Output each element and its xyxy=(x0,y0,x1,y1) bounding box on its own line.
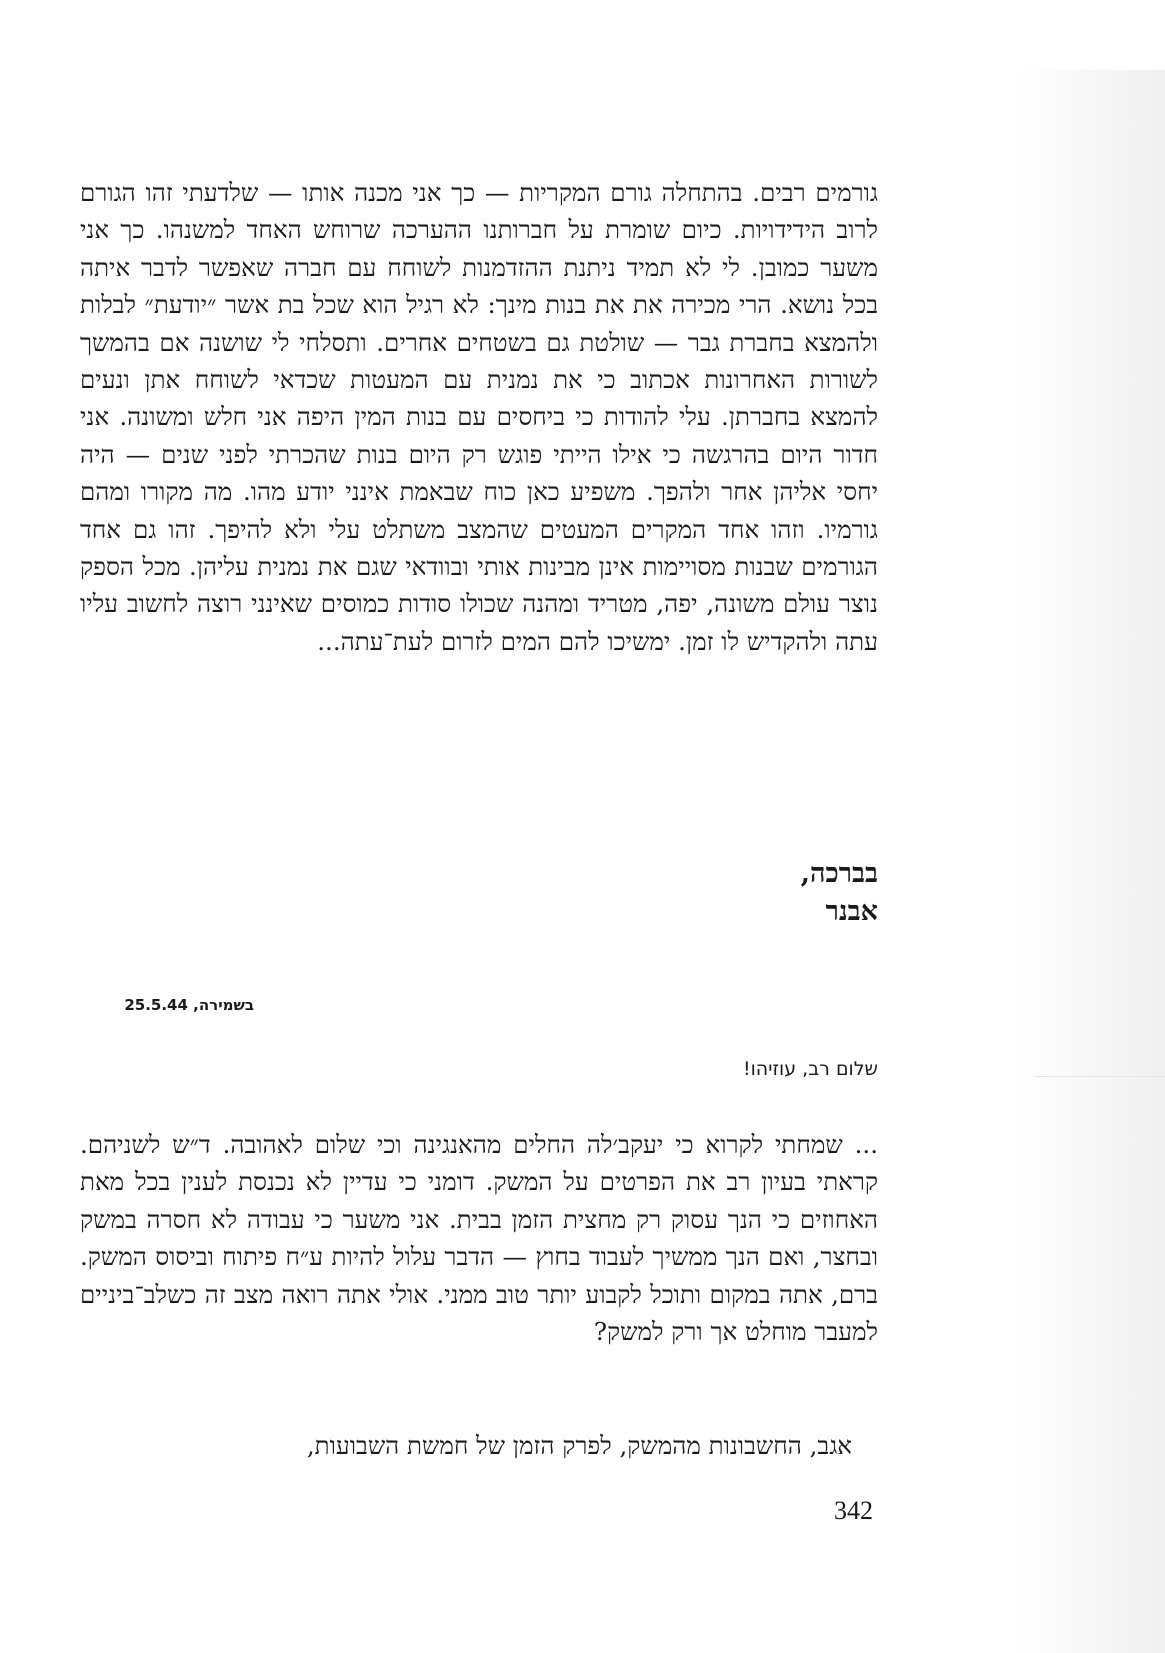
letter-1-closing xyxy=(801,855,878,931)
letter-2-body xyxy=(80,1126,878,1350)
letter-1-body xyxy=(80,174,878,660)
signature: אבנר xyxy=(825,896,878,927)
page-number: 342 xyxy=(834,1496,873,1525)
letter-2-continuation xyxy=(80,1427,878,1464)
paragraph-2: ... שמחתי לקרוא כי יעקב׳לה החלים מהאנגינה וכי שלום לאהובה. ד״ש לשניהם. קראתי בעיון רב את הפרטים על המשק. דומני כי עדיין לא נכנסת לענין בכל מאת האחוזים כי הנך עסוק רק מחצית הזמן בבית. אני משער כי עבודה לא חסרה במשק ובחצר, ואם הנך ממשיך לעבוד בחוץ — הדבר עלול להיות ע״ח פיתוח וביסוס המשק. ברם, אתה במקום ותוכל לקבוע יותר טוב ממני. אולי אתה רואה מצב זה כשלב־ביניים למעבר מוחלט אך ורק למשק? xyxy=(80,1130,878,1347)
paragraph-1: גורמים רבים. בהתחלה גורם המקריות — כך אני מכנה אותו — שלדעתי זהו הגורם לרוב הידידויות. כיום שומרת על חברותנו ההערכה שרוחש האחד למשנהו. כך אני משער כמובן. לי לא תמיד ניתנת ההזדמנות לשוחח עם חברה שאפשר לדבר איתה בכל נושא. הרי מכירה את את בנות מינך: לא רגיל הוא שכל בת אשר ״יודעת״ לבלות ולהמצא בחברת גבר — שולטת גם בשטחים אחרים. ותסלחי לי שושנה אם בהמשך לשורות האחרונות אכתוב כי את נמנית עם המעטות שכדאי לשוחח אתן ונעים להמצא בחברתן. עלי להודות כי ביחסים עם בנות המין היפה אני חלש ומשונה. אני חדור היום בהרגשה כי אילו הייתי פוגש רק היום בנות שהכרתי לפני שנים — היה יחסי אליהן אחר ולהפך. משפיע כאן כוח שבאמת אינני יודע מהו. מה מקורו ומהם גורמיו. וזהו אחד המקרים המעטים שהמצב משתלט עלי ולא להיפך. זהו גם אחד הגורמים שבנות מסויימות אינן מבינות אותי ובוודאי שגם את נמנית עליהן. מכל הספק נוצר עולם משונה, יפה, מטריד ומהנה שכולו סודות כמוסים שאינני רוצה לחשוב עליו עתה ולהקדיש לו זמן. ימשיכו להם המים לזרום לעת־עתה... xyxy=(80,178,878,656)
letter-2-dateline: בשמירה, 25.5.44 xyxy=(124,996,254,1014)
salutation: בברכה, xyxy=(800,858,878,889)
page-edge-shadow xyxy=(1015,70,1165,1653)
letter-2-greeting: שלום רב, עוזיהו! xyxy=(743,1058,878,1080)
paragraph-3: אגב, החשבונות מהמשק, לפרק הזמן של חמשת השבועות, xyxy=(306,1431,852,1460)
edge-divider xyxy=(1035,1076,1165,1077)
